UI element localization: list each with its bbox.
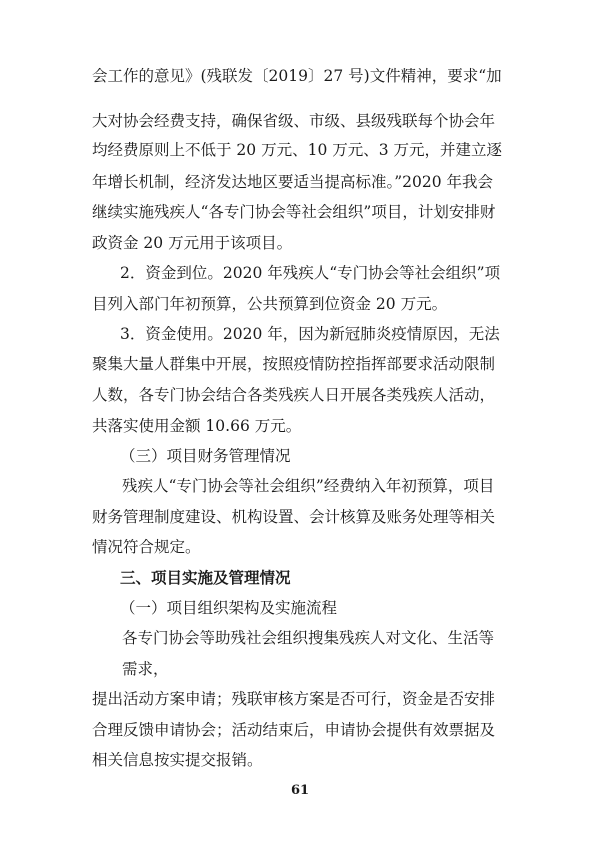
body-text-line: 均经费原则上不低于 20 万元、10 万元、3 万元，并建立逐 xyxy=(92,141,503,159)
section-heading: 三、项目实施及管理情况 xyxy=(120,569,291,587)
page-number: 61 xyxy=(290,783,310,798)
body-text-line: 残疾人“专门协会等社会组织”经费纳入年初预算，项目 xyxy=(122,477,495,495)
body-text-line: 聚集大量人群集中开展，按照疫情防控指挥部要求活动限制 xyxy=(92,355,496,373)
body-text-line: 财务管理制度建设、机构设置、会计核算及账务处理等相关 xyxy=(92,508,496,526)
body-text-line: 年增长机制，经济发达地区要适当提高标准。”2020 年我会 xyxy=(92,173,494,191)
body-text-line: 共落实使用金额 10.66 万元。 xyxy=(92,417,302,435)
body-text-line: 情况符合规定。 xyxy=(92,538,201,556)
body-text-line: 提出活动方案申请；残联审核方案是否可行，资金是否安排 xyxy=(92,690,496,708)
body-text-line: 各专门协会等助残社会组织搜集残疾人对文化、生活等 xyxy=(122,629,495,647)
body-text-line: 合理反馈申请协会；活动结束后，申请协会提供有效票据及 xyxy=(92,721,496,739)
body-text-line: 目列入部门年初预算，公共预算到位资金 20 万元。 xyxy=(92,295,448,313)
body-text-line: 需求， xyxy=(122,660,169,678)
body-text-line: 大对协会经费支持，确保省级、市级、县级残联每个协会年 xyxy=(92,112,496,130)
body-text-line: 人数，各专门协会结合各类残疾人日开展各类残疾人活动， xyxy=(92,386,496,404)
body-text-line: 继续实施残疾人“各专门协会等社会组织”项目，计划安排财 xyxy=(92,203,496,221)
body-text-line: 相关信息按实提交报销。 xyxy=(92,751,263,769)
body-text-line: 会工作的意见》(残联发〔2019〕27 号)文件精神，要求“加 xyxy=(92,67,502,85)
body-text-line: 政资金 20 万元用于该项目。 xyxy=(92,234,293,252)
subsection-heading: （一）项目组织架构及实施流程 xyxy=(120,599,338,617)
body-text-line: 2．资金到位。2020 年残疾人“专门协会等社会组织”项 xyxy=(120,264,501,282)
subsection-heading: （三）项目财务管理情况 xyxy=(120,447,291,465)
body-text-line: 3．资金使用。2020 年，因为新冠肺炎疫情原因，无法 xyxy=(120,325,500,343)
